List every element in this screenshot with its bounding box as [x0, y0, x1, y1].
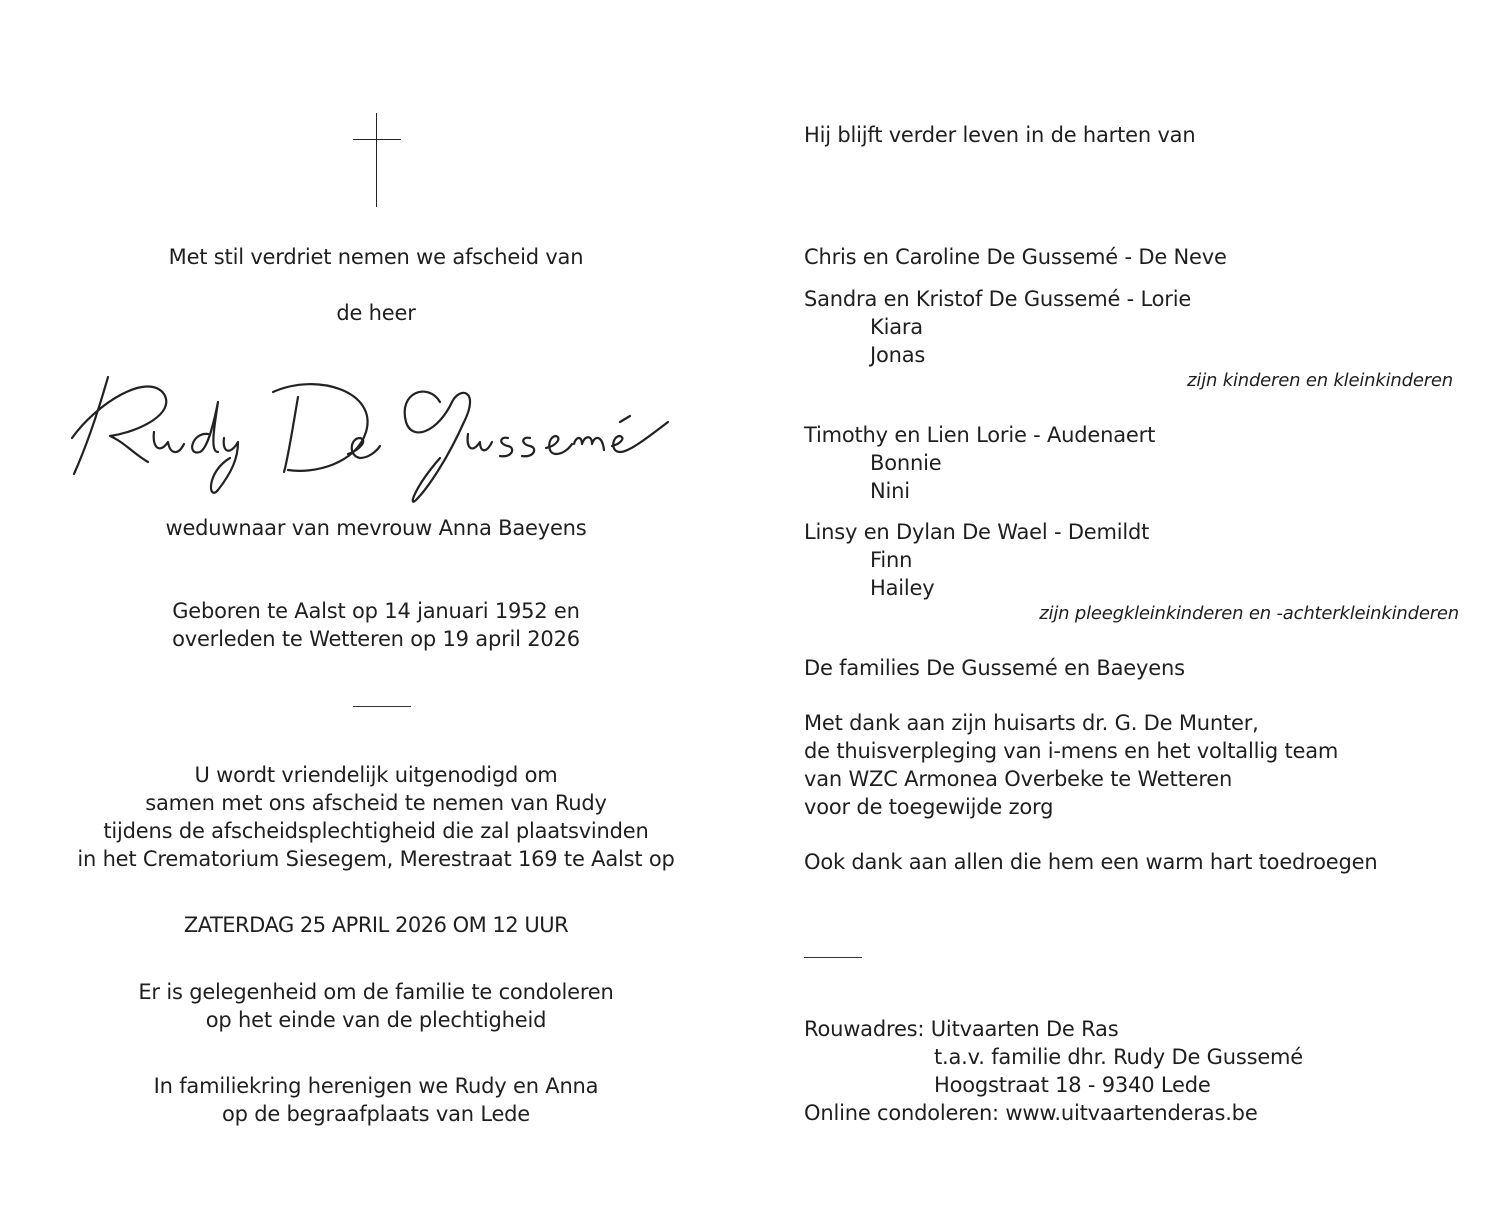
- intro-text: Met stil verdriet nemen we afscheid van: [168, 245, 584, 269]
- family-line: Sandra en Kristof De Gussemé - Lorie: [804, 287, 1192, 311]
- invite-line: U wordt vriendelijk uitgenodigd om: [194, 763, 558, 787]
- born-text: Geboren te Aalst op 14 januari 1952 en: [172, 599, 580, 623]
- thanks-line: van WZC Armonea Overbeke te Wetteren: [804, 767, 1233, 791]
- invite-line: in het Crematorium Siesegem, Merestraat 169 te Aalst op: [77, 847, 675, 871]
- ceremony-date: ZATERDAG 25 APRIL 2026 OM 12 UUR: [183, 913, 569, 937]
- thanks-line: voor de toegewijde zorg: [804, 795, 1054, 819]
- name-signature: [68, 362, 688, 512]
- invite-line: tijdens de afscheidsplechtigheid die zal plaatsvinden: [103, 819, 649, 843]
- heading-text: Hij blijft verder leven in de harten van: [804, 123, 1196, 147]
- family-line: Timothy en Lien Lorie - Audenaert: [804, 423, 1156, 447]
- spouse-text: weduwnaar van mevrouw Anna Baeyens: [165, 516, 587, 540]
- burial-line: op de begraafplaats van Lede: [221, 1102, 531, 1126]
- child-name: Finn: [870, 548, 913, 572]
- condolence-line: Er is gelegenheid om de familie te condoleren: [138, 980, 614, 1004]
- cross-icon-bar: [353, 139, 401, 140]
- divider: [353, 706, 411, 707]
- thanks-all-text: Ook dank aan allen die hem een warm hart toedroegen: [804, 850, 1378, 874]
- title-text: de heer: [336, 301, 416, 325]
- died-text: overleden te Wetteren op 19 april 2026: [172, 627, 580, 651]
- condolence-line: op het einde van de plechtigheid: [205, 1008, 547, 1032]
- burial-line: In familiekring herenigen we Rudy en Anna: [153, 1074, 599, 1098]
- family-line: Linsy en Dylan De Wael - Demildt: [804, 520, 1150, 544]
- families-text: De families De Gussemé en Baeyens: [804, 656, 1185, 680]
- relation-text: zijn kinderen en kleinkinderen: [1187, 370, 1453, 391]
- thanks-line: Met dank aan zijn huisarts dr. G. De Munter,: [804, 711, 1259, 735]
- child-name: Jonas: [870, 343, 926, 367]
- thanks-line: de thuisverpleging van i-mens en het voltallig team: [804, 739, 1339, 763]
- relation-text: zijn pleegkleinkinderen en -achterkleinkinderen: [1039, 603, 1459, 624]
- child-name: Bonnie: [870, 451, 942, 475]
- child-name: Hailey: [870, 576, 935, 600]
- divider: [804, 957, 862, 958]
- address-line: Hoogstraat 18 - 9340 Lede: [934, 1073, 1211, 1097]
- address-line: t.a.v. familie dhr. Rudy De Gussemé: [934, 1045, 1304, 1069]
- invite-line: samen met ons afscheid te nemen van Rudy: [145, 791, 607, 815]
- address-label: Rouwadres: Uitvaarten De Ras: [804, 1017, 1119, 1041]
- family-line: Chris en Caroline De Gussemé - De Neve: [804, 245, 1227, 269]
- cross-icon: [376, 113, 377, 207]
- online-condolence-text: Online condoleren: www.uitvaartenderas.be: [804, 1101, 1258, 1125]
- child-name: Nini: [870, 479, 910, 503]
- child-name: Kiara: [870, 315, 923, 339]
